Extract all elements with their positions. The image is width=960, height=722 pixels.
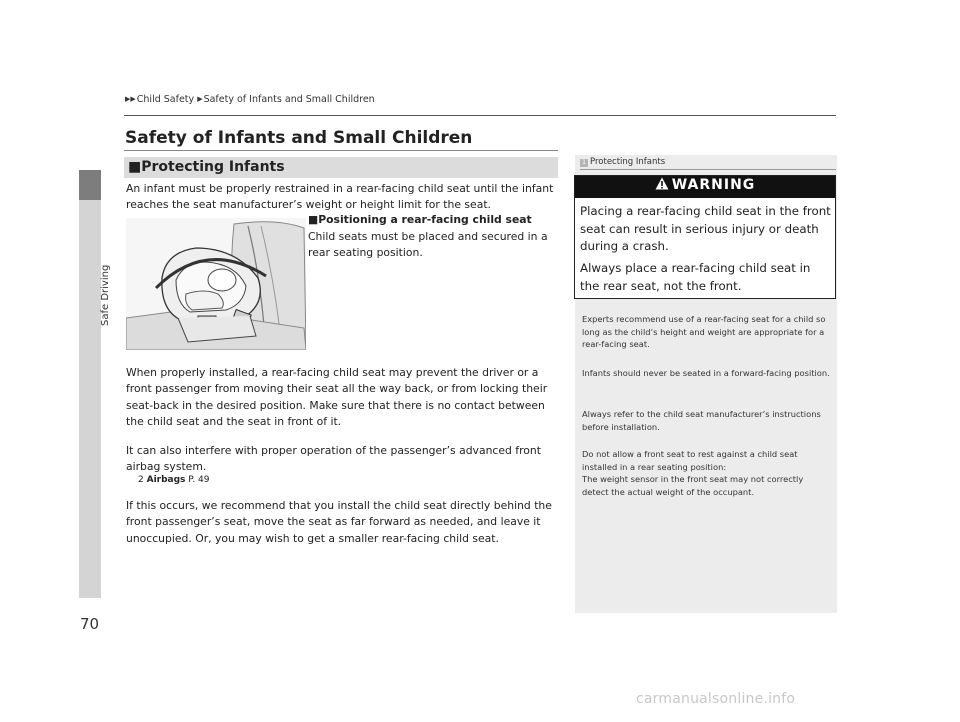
cross-reference-label[interactable]: Airbags — [146, 475, 186, 485]
top-divider — [124, 115, 836, 116]
cross-reference-page: P. 49 — [188, 475, 210, 485]
breadcrumb-item-current[interactable]: Safety of Infants and Small Children — [203, 94, 375, 105]
breadcrumb-separator-icon: ▶ — [197, 95, 203, 103]
breadcrumb-item-child-safety[interactable]: Child Safety — [136, 94, 195, 105]
notes-divider — [580, 169, 836, 170]
subsection-body: Child seats must be placed and secured in a rear seating position. — [308, 230, 548, 260]
side-section-label: Safe Driving — [100, 264, 111, 326]
subsection-square-icon: ■ — [308, 213, 319, 226]
cross-reference-arrow-icon: 2 — [138, 475, 144, 485]
subsection-heading-text: Positioning a rear-facing child seat — [318, 213, 532, 226]
note-weight-sensor-line1: Do not allow a front seat to rest against a child seat installed in a rear seating position: — [582, 449, 798, 472]
notes-number-badge: 1 — [580, 159, 588, 167]
paragraph-recommendation: If this occurs, we recommend that you install the child seat directly behind the front passenger’s seat, move the seat as far forward as needed, and leave it unoccupied. Or, you may wish to get a smaller rear-facing child seat. — [126, 499, 552, 545]
paragraph-airbag: It can also interfere with proper operation of the passenger’s advanced front airbag system. — [126, 444, 541, 474]
title-divider — [124, 150, 558, 151]
cross-reference-airbags[interactable] — [138, 475, 210, 485]
page-title: Safety of Infants and Small Children — [125, 128, 473, 148]
notes-heading-text: Protecting Infants — [590, 157, 666, 167]
watermark: carmanualsonline.info — [636, 691, 796, 707]
section-heading-text: Protecting Infants — [141, 159, 285, 175]
notes-heading — [580, 157, 665, 167]
note-forward-facing: Infants should never be seated in a forward-facing position. — [582, 368, 830, 378]
breadcrumb — [125, 94, 375, 105]
child-seat-illustration — [126, 218, 306, 350]
note-manufacturer: Always refer to the child seat manufacturer’s instructions before installation. — [582, 409, 821, 432]
subsection-heading — [308, 213, 532, 226]
warning-text-rear-seat: Always place a rear-facing child seat in the rear seat, not the front. — [580, 261, 811, 293]
paragraph-installation: When properly installed, a rear-facing child seat may prevent the driver or a front passenger from moving their seat all the way back, or from locking their seat-back in the desired position. Make sure that there is no contact between the child seat and the seat in front of it. — [126, 366, 548, 428]
warning-text-front-seat: Placing a rear-facing child seat in the front seat can result in serious injury or death during a crash. — [580, 204, 831, 253]
page-number: 70 — [80, 615, 100, 633]
paragraph-intro: An infant must be properly restrained in a rear-facing child seat until the infant reaches the seat manufacturer’s weight or height limit for the seat. — [126, 182, 554, 212]
warning-label-text: WARNING — [671, 177, 756, 193]
side-tab-bar — [79, 170, 101, 598]
section-heading — [128, 159, 285, 175]
breadcrumb-arrow-icon: ▶▶ — [125, 95, 136, 103]
warning-label — [575, 177, 835, 194]
note-experts: Experts recommend use of a rear-facing seat for a child so long as the child’s height and weight are appropriate for a rear-facing seat. — [582, 314, 826, 349]
child-seat-drawing — [126, 218, 306, 350]
section-square-icon: ■ — [128, 159, 142, 175]
note-weight-sensor-line2: The weight sensor in the front seat may not correctly detect the actual weight of the occupant. — [582, 474, 804, 497]
note-weight-sensor — [582, 448, 832, 498]
warning-triangle-icon — [655, 177, 669, 194]
side-tab-marker — [79, 170, 101, 200]
